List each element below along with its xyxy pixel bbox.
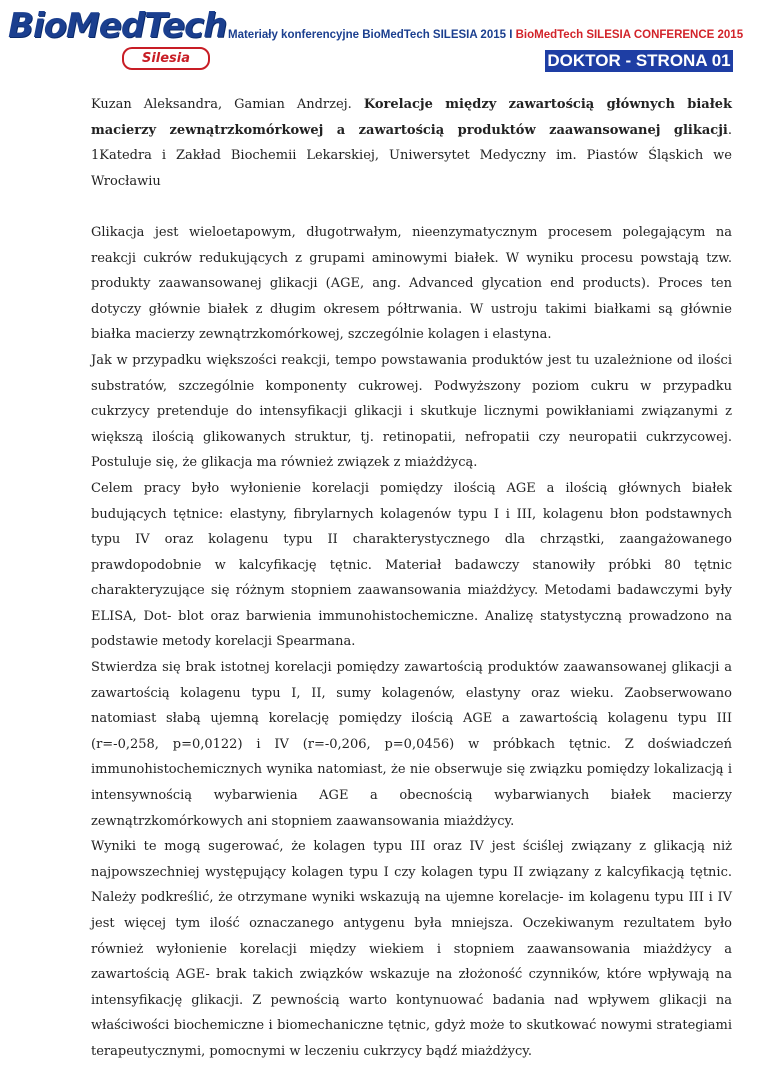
logo-subtitle: Silesia [141, 51, 191, 66]
paragraph: Celem pracy było wyłonienie korelacji pomiędzy ilością AGE a ilością głównych białek budujących tętnice: elastyny, fibrylarnych kolagenów typu I i III, kolagenu błon podstawnych typu IV oraz kolagenu typu II charakterystycznego dla chrząstki, zaangażowanego prawdopodobnie w kalcyfikację tętnic. Materiał badawczy stanowiły próbki 80 tętnic charakteryzujące się różnym stopniem zaawansowania miażdżycy. Metodami badawczymi były ELISA, Dot- blot oraz barwienia immunohistochemiczne. Analizę statystyczną prowadzono na podstawie metody korelacji Spearmana. [91, 480, 732, 650]
logo-sub-badge [122, 47, 210, 70]
conference-title-pl: Materiały konferencyjne BioMedTech SILESIA 2015 [228, 29, 507, 41]
authors: Kuzan Aleksandra, Gamian Andrzej. [91, 97, 352, 112]
conference-line [228, 29, 748, 41]
logo-wordmark: BioMedTech [8, 6, 227, 46]
article-heading [91, 92, 732, 194]
conference-title-en: BioMedTech SILESIA CONFERENCE 2015 [515, 29, 744, 41]
conference-separator: I [506, 29, 516, 41]
biomedtech-logo [8, 6, 227, 68]
paragraph: Wyniki te mogą sugerować, że kolagen typu III oraz IV jest ściślej związany z glikacją niż najpowszechniej występujący kolagen typu I czy kolagen typu II związany z kalcyfikacją tętnic. Należy podkreślić, że otrzymane wyniki wskazują na ujemne korelacje- im kolagenu typu III i IV jest więcej tym ilość oznaczanego antygenu była mniejsza. Oczekiwanym rezultatem było również wyłonienie korelacji między wiekiem i stopniem zaawansowania miażdżycy a zawartością AGE- brak takich związków wskazuje na złożoność czynników, które wpływają na intensyfikację glikacji. Z pewnością warto kontynuować badania nad wpływem glikacji na właściwości biochemiczne i biomechaniczne tętnic, gdyż może to skutkować nowymi strategiami terapeutycznymi, pomocnymi w leczeniu cukrzycy bądź miażdżycy. [91, 839, 732, 1059]
paragraph: Stwierdza się brak istotnej korelacji pomiędzy zawartością produktów zaawansowanej glikacji a zawartością kolagenu typu I, II, sumy kolagenów, elastyny oraz wieku. Zaobserwowano natomiast słabą ujemną korelację pomiędzy ilością AGE a zawartością kolagenu typu III (r=-0,258, p=0,0122) i IV (r=-0,206, p=0,0456) w próbkach tętnic. Z doświadczeń immunohistochemicznych wynika natomiast, że nie obserwuje się związku pomiędzy lokalizacją i intensywnością wybarwienia AGE a obecnością wybarwianych białek macierzy zewnątrzkomórkowych ani stopniem zaawansowania miażdżycy. [91, 660, 732, 829]
paragraph: Glikacja jest wieloetapowym, długotrwałym, nieenzymatycznym procesem polegającym na reakcji cukrów redukujących z grupami aminowymi białek. W wyniku procesu powstają tzw. produkty zaawansowanej glikacji (AGE, ang. Advanced glycation end products). Proces ten dotyczy głównie białek z długim okresem półtrwania. W ustroju takimi białkami są głównie białka macierzy zewnątrzkomórkowej, szczególnie kolagen i elastyna. [91, 224, 732, 343]
page-header [0, 0, 768, 80]
affiliation: . 1Katedra i Zakład Biochemii Lekarskiej, Uniwersytet Medyczny im. Piastów Śląskich we Wrocławiu [91, 122, 732, 189]
paragraph: Jak w przypadku większości reakcji, tempo powstawania produktów jest tu uzależnione od ilości substratów, szczególnie komponenty cukrowej. Podwyższony poziom cukru w przypadku cukrzycy pretenduje do intensyfikacji glikacji i skutkuje licznymi powikłaniami związanymi z większą ilością glikowanych struktur, tj. retinopatii, nefropatii czy neuropatii cukrzycowej. Postuluje się, że glikacja ma również związek z miażdżycą. [91, 352, 732, 471]
page-badge: DOKTOR - STRONA 01 [545, 50, 733, 72]
article-body [91, 92, 732, 1065]
article-title: Korelacje między zawartością głównych białek macierzy zewnątrzkomórkowej a zawartością produktów zaawansowanej glikacji [91, 97, 733, 138]
